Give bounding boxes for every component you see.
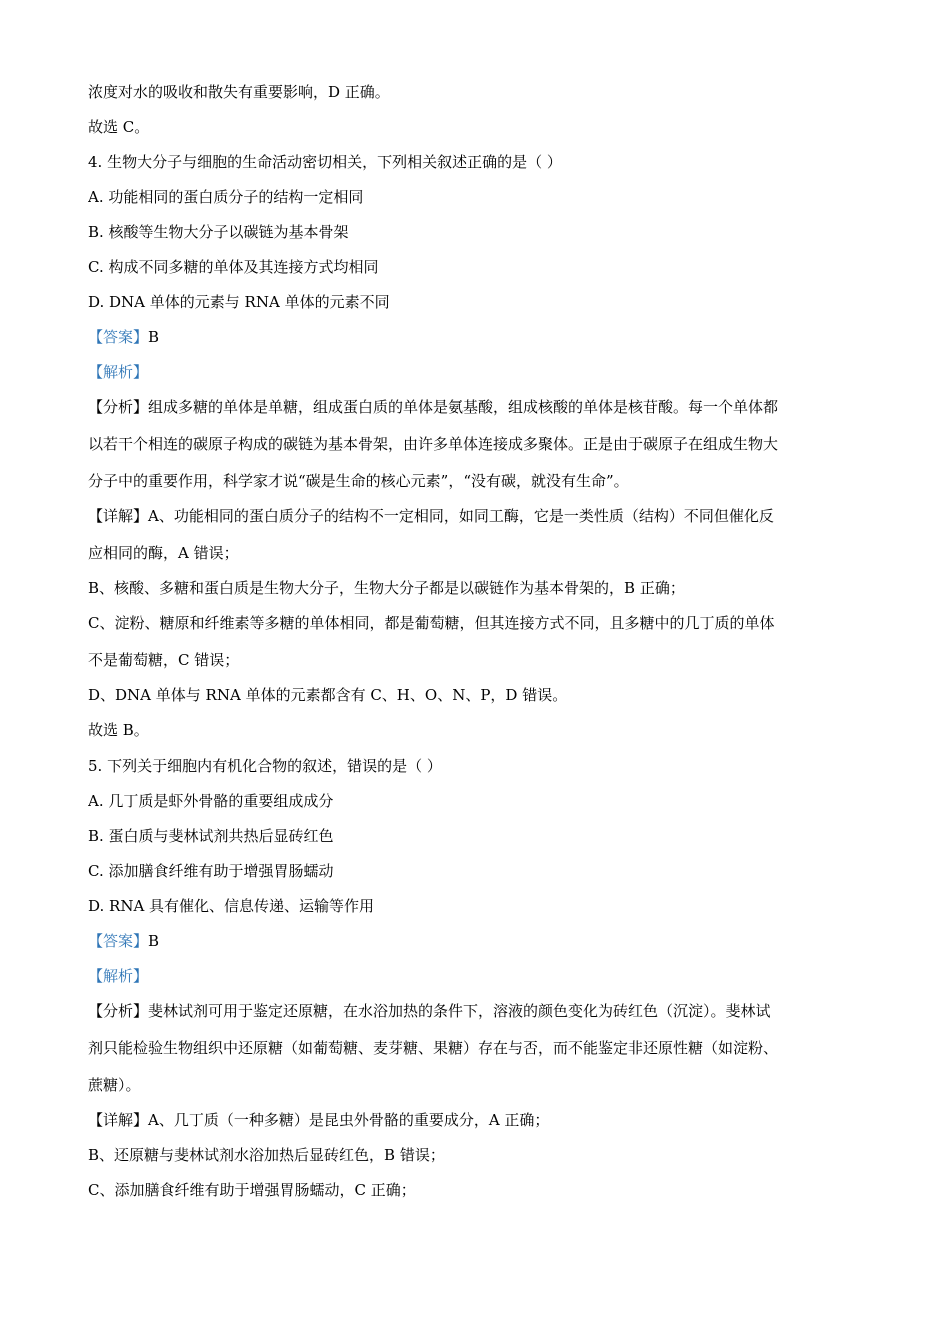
q4-option-b: B. 核酸等生物大分子以碳链为基本骨架	[88, 223, 349, 241]
q4-fenxi-line-1: 【分析】组成多糖的单体是单糖，组成蛋白质的单体是氨基酸，组成核酸的单体是核苷酸。每一个单体都	[88, 398, 779, 416]
q4-stem: 4. 生物大分子与细胞的生命活动密切相关，下列相关叙述正确的是（ ）	[88, 153, 562, 171]
q4-xiangjie-line-6: D、DNA 单体与 RNA 单体的元素都含有 C、H、O、N、P，D 错误。	[88, 686, 568, 704]
q4-fenxi-line-3: 分子中的重要作用，科学家才说“碳是生命的核心元素”，“没有碳，就没有生命”。	[88, 472, 629, 490]
q5-fenxi-line-1: 【分析】斐林试剂可用于鉴定还原糖，在水浴加热的条件下，溶液的颜色变化为砖红色（沉淀）。斐林试	[88, 1002, 771, 1020]
q4-option-a: A. 功能相同的蛋白质分子的结构一定相同	[88, 188, 364, 206]
q4-xiangjie-line-4: C、淀粉、糖原和纤维素等多糖的单体相同，都是葡萄糖，但其连接方式不同，且多糖中的几丁质的单体	[88, 614, 775, 632]
q5-answer-value: B	[148, 932, 160, 950]
q4-xiangjie-line-1: 【详解】A、功能相同的蛋白质分子的结构不一定相同，如同工酶，它是一类性质（结构）不同但催化反	[88, 507, 774, 525]
q5-option-d: D. RNA 具有催化、信息传递、运输等作用	[88, 897, 375, 915]
q5-xiangjie-line-2: B、还原糖与斐林试剂水浴加热后显砖红色，B 错误；	[88, 1146, 445, 1164]
q4-fenxi-line-2: 以若干个相连的碳原子构成的碳链为基本骨架，由许多单体连接成多聚体。正是由于碳原子在组成生物大	[88, 435, 779, 453]
q4-xiangjie-line-2: 应相同的酶，A 错误；	[88, 544, 239, 562]
q4-conclusion: 故选 B。	[88, 721, 149, 739]
q4-option-c: C. 构成不同多糖的单体及其连接方式均相同	[88, 258, 379, 276]
q4-option-d: D. DNA 单体的元素与 RNA 单体的元素不同	[88, 293, 390, 311]
q5-stem: 5. 下列关于细胞内有机化合物的叙述，错误的是（ ）	[88, 757, 442, 775]
q5-option-b: B. 蛋白质与斐林试剂共热后显砖红色	[88, 827, 334, 845]
q4-answer	[88, 327, 868, 347]
q5-fenxi-line-2: 剂只能检验生物组织中还原糖（如葡萄糖、麦芽糖、果糖）存在与否，而不能鉴定非还原性糖（如淀粉、	[88, 1039, 779, 1057]
q5-analysis-tag: 【解析】	[88, 967, 149, 985]
q4-answer-value: B	[148, 328, 160, 346]
q5-answer-tag: 【答案】	[88, 932, 149, 950]
q4-xiangjie-line-5: 不是葡萄糖，C 错误；	[88, 651, 240, 669]
q4-analysis-tag: 【解析】	[88, 363, 149, 381]
q4-xiangjie-line-3: B、核酸、多糖和蛋白质是生物大分子，生物大分子都是以碳链作为基本骨架的，B 正确；	[88, 579, 685, 597]
intro-conclusion: 故选 C。	[88, 118, 150, 136]
q5-answer	[88, 931, 868, 951]
q5-option-c: C. 添加膳食纤维有助于增强胃肠蠕动	[88, 862, 334, 880]
q5-xiangjie-line-1: 【详解】A、几丁质（一种多糖）是昆虫外骨骼的重要成分，A 正确；	[88, 1111, 550, 1129]
intro-line: 浓度对水的吸收和散失有重要影响，D 正确。	[88, 83, 390, 101]
q5-option-a: A. 几丁质是虾外骨骼的重要组成成分	[88, 792, 334, 810]
q5-xiangjie-line-3: C、添加膳食纤维有助于增强胃肠蠕动，C 正确；	[88, 1181, 416, 1199]
q4-answer-tag: 【答案】	[88, 328, 149, 346]
q5-fenxi-line-3: 蔗糖）。	[88, 1076, 141, 1094]
